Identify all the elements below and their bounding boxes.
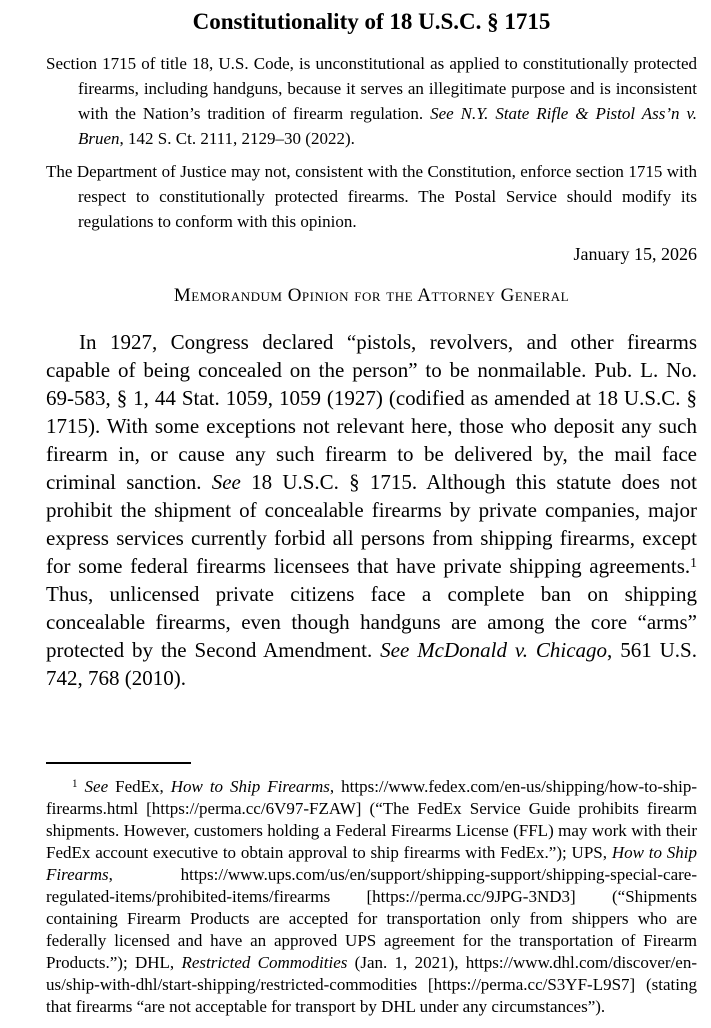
headnote-paragraph: Section 1715 of title 18, U.S. Code, is unconstitutional as applied to constitutionally protected firearms, including handguns, because it serves an illegitimate purpose and is inconsistent with the Nation’s tradition of firearm regulation. See N.Y. State Rifle & Pistol Ass’n v. Bruen, 142 S. Ct. 2111, 2129–30 (2022). xyxy=(46,54,697,148)
footnote-separator-rule xyxy=(46,762,191,764)
body-paragraph: In 1927, Congress declared “pistols, revolvers, and other firearms capable of being concealed on the person” to be nonmailable. Pub. L. No. 69-583, § 1, 44 Stat. 1059, 1059 (1927) (codified as amended at 18 U.S.C. § 1715). With some exceptions not relevant here, those who deposit any such firearm in, or cause any such firearm to be delivered by, the mail face criminal sanction. See 18 U.S.C. § 1715. Although this statute does not prohibit the shipment of concealable firearms by private companies, major express services currently forbid all persons from shipping firearms, except for some federal firearms licensees that have private shipping agreements.$^1$ Thus, unlicensed private citizens face a complete ban on shipping concealable firearms, even though handguns are among the core “arms” protected by the Second Amendment. See McDonald v. Chicago, 561 U.S. 742, 768 (2010). xyxy=(46,330,697,690)
headnote-paragraph: The Department of Justice may not, consistent with the Constitution, enforce section 1715 with respect to constitutionally protected firearms. The Postal Service should modify its regulations to conform with this opinion. xyxy=(46,162,697,231)
opinion-date: January 15, 2026 xyxy=(573,244,697,264)
headnotes-section xyxy=(46,51,697,234)
opinion-title: Constitutionality of 18 U.S.C. § 1715 xyxy=(192,9,551,34)
memo-heading: Memorandum Opinion for the Attorney General xyxy=(173,285,570,306)
footnote-paragraph: $^1$ See FedEx, How to Ship Firearms, https://www.fedex.com/en-us/shipping/how-to-ship-firearms.html [https://perma.cc/6V97-FZAW] (“The FedEx Service Guide prohibits firearm shipments. However, customers holding a Federal Firearms License (FFL) may work with their FedEx account executive to obtain approval to ship firearms with FedEx.”); UPS, How to Ship Firearms, https://www.ups.com/us/en/support/shipping-support/shipping-special-care-regulated-items/prohibited-items/firearms [https://perma.cc/9JPG-3ND3] (“Shipments containing Firearm Products are accepted for transportation only from shippers who are federally licensed and have an approved UPS agreement for the transportation of Firearm Products.”); DHL, Restricted Commodities (Jan. 1, 2021), https://www.dhl.com/discover/en-us/ship-with-dhl/start-shipping/restricted-commodities [https://perma.cc/S3YF-L9S7] (stating that firearms “are not acceptable for transport by DHL under any circumstances”). xyxy=(46,777,698,1016)
